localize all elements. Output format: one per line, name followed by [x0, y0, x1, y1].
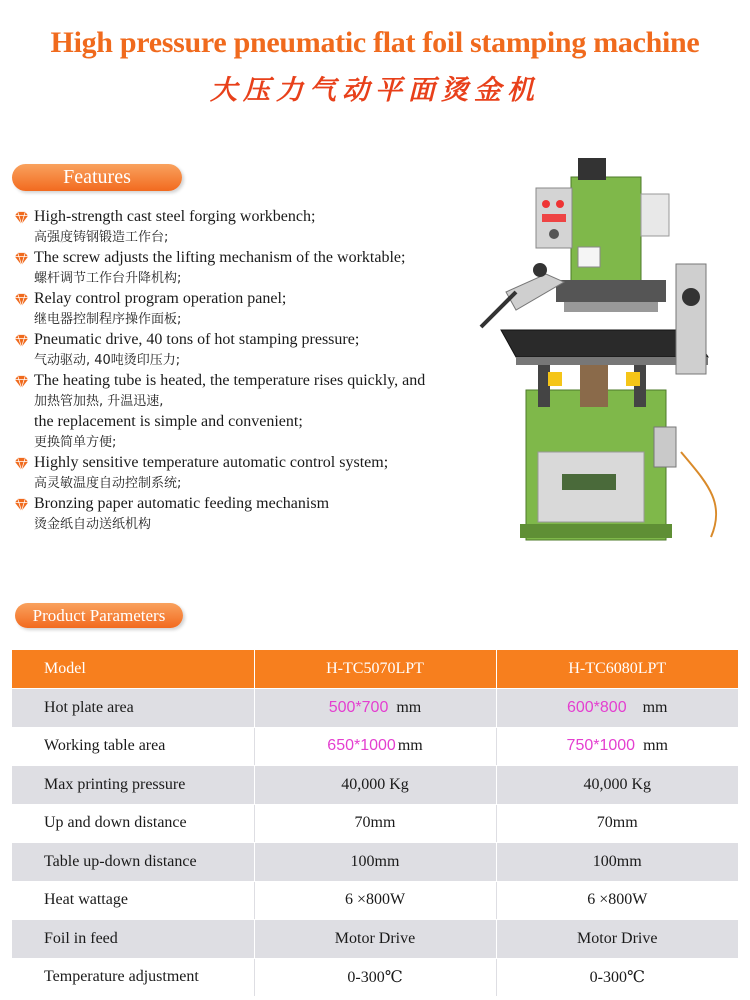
feature-text-cn: 高强度铸钢锻造工作台; — [34, 229, 169, 245]
table-header-row — [12, 650, 738, 689]
cell-value: 70mm — [254, 804, 496, 843]
cell-value-number: 500*700 — [328, 698, 389, 716]
row-label: Foil in feed — [12, 920, 254, 959]
page-title: High pressure pneumatic flat foil stamping machine — [50, 26, 700, 59]
feature-item — [12, 330, 482, 371]
row-label: Hot plate area — [12, 689, 254, 728]
cell-value: 100mm — [496, 843, 738, 882]
product-parameters-heading — [15, 603, 183, 628]
feature-text-cn-continued: 更换简单方便; — [34, 434, 117, 450]
diamond-bullet-icon — [14, 497, 29, 512]
feature-item — [12, 289, 482, 330]
feature-text-en-continued: the replacement is simple and convenient; — [34, 413, 303, 430]
cell-value-unit: mm — [643, 737, 668, 755]
cell-value-number: 650*1000 — [327, 737, 396, 755]
feature-text-cn: 气动驱动, 40吨烫印压力; — [34, 352, 181, 368]
cell-value-number: 600*800 — [566, 698, 627, 716]
cell-value-unit: mm — [642, 698, 668, 716]
diamond-bullet-icon — [14, 374, 29, 389]
feature-item — [12, 207, 482, 248]
cell-value — [254, 689, 496, 728]
cell-value: 40,000 Kg — [254, 766, 496, 805]
table-row — [12, 958, 738, 997]
cell-value — [254, 727, 496, 766]
diamond-bullet-icon — [14, 456, 29, 471]
diamond-bullet-icon — [14, 292, 29, 307]
table-row — [12, 881, 738, 920]
feature-text-cn: 螺杆调节工作台升降机构; — [34, 270, 182, 286]
cell-value: 6 ×800W — [254, 881, 496, 920]
feature-text-cn: 继电器控制程序操作面板; — [34, 311, 182, 327]
cell-value — [496, 727, 738, 766]
cell-value: 0-300℃ — [496, 958, 738, 997]
table-row — [12, 920, 738, 959]
feature-item — [12, 248, 482, 289]
table-row — [12, 804, 738, 843]
table-row — [12, 766, 738, 805]
table-row — [12, 843, 738, 882]
table-row — [12, 727, 738, 766]
cell-value-unit: mm — [396, 698, 422, 716]
feature-item — [12, 371, 482, 453]
features-list — [12, 207, 482, 535]
cell-value: Motor Drive — [254, 920, 496, 959]
features-heading-label: Features — [63, 166, 131, 188]
feature-text-en: High-strength cast steel forging workbench; — [34, 208, 316, 225]
cell-value: Motor Drive — [496, 920, 738, 959]
row-label: Temperature adjustment — [12, 958, 254, 997]
cell-value — [496, 689, 738, 728]
feature-text-en: Relay control program operation panel; — [34, 290, 287, 307]
column-header-model: Model — [12, 650, 254, 689]
feature-text-cn: 高灵敏温度自动控制系统; — [34, 475, 182, 491]
diamond-bullet-icon — [14, 210, 29, 225]
feature-item — [12, 453, 482, 494]
cell-value: 100mm — [254, 843, 496, 882]
feature-text-en: Highly sensitive temperature automatic control system; — [34, 454, 389, 471]
row-label: Max printing pressure — [12, 766, 254, 805]
row-label: Heat wattage — [12, 881, 254, 920]
cell-value: 0-300℃ — [254, 958, 496, 997]
feature-text-en: The screw adjusts the lifting mechanism of the worktable; — [34, 249, 406, 266]
feature-item — [12, 494, 482, 535]
features-heading — [12, 164, 182, 191]
column-header-model-1: H-TC5070LPT — [254, 650, 496, 689]
parameters-table — [12, 650, 738, 997]
column-header-model-2: H-TC6080LPT — [496, 650, 738, 689]
row-label: Table up-down distance — [12, 843, 254, 882]
foil-stamping-machine-image — [476, 152, 746, 542]
diamond-bullet-icon — [14, 333, 29, 348]
feature-text-cn: 烫金纸自动送纸机构 — [34, 516, 152, 532]
cell-value: 70mm — [496, 804, 738, 843]
feature-text-en: Pneumatic drive, 40 tons of hot stamping pressure; — [34, 331, 360, 348]
cell-value-number: 750*1000 — [566, 737, 636, 755]
cell-value: 40,000 Kg — [496, 766, 738, 805]
table-row — [12, 689, 738, 728]
row-label: Up and down distance — [12, 804, 254, 843]
feature-text-en: Bronzing paper automatic feeding mechanism — [34, 495, 330, 512]
page-title-chinese: 大压力气动平面烫金机 — [210, 75, 540, 106]
feature-text-cn: 加热管加热, 升温迅速, — [34, 393, 164, 409]
feature-text-en: The heating tube is heated, the temperature rises quickly, and — [34, 372, 426, 389]
diamond-bullet-icon — [14, 251, 29, 266]
cell-value-unit: mm — [397, 737, 423, 755]
product-parameters-heading-label: Product Parameters — [32, 605, 166, 625]
row-label: Working table area — [12, 727, 254, 766]
cell-value: 6 ×800W — [496, 881, 738, 920]
